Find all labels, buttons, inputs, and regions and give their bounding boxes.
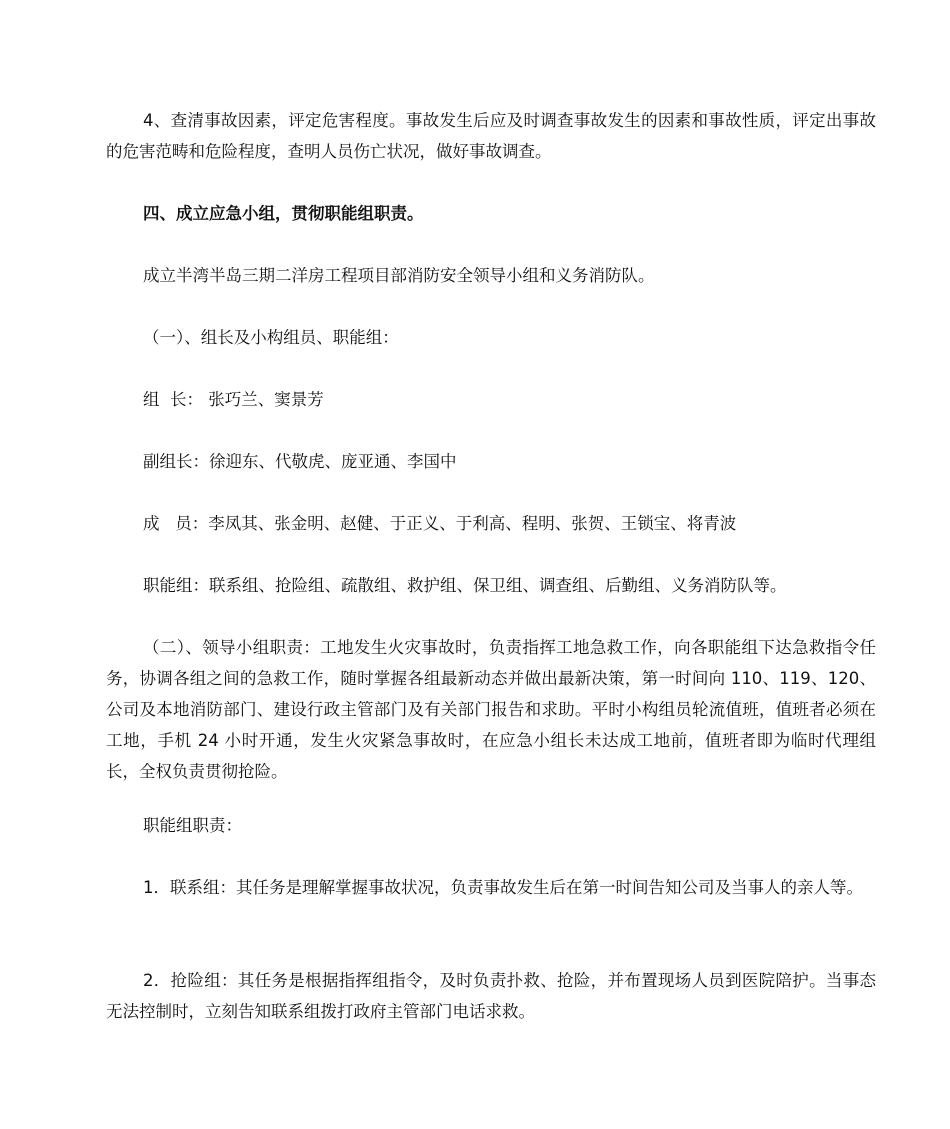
subheading-functional-duties: 职能组职责： xyxy=(143,816,242,835)
paragraph-leadership-duties: （二）、领导小组职责：工地发生火灾事故时，负责指挥工地急救工作，向各职能组下达急救指令任务，协调各组之间的急救工作，随时掌握各组最新动态并做出最新决策，第一时间向 110、119、120、公司及本地消防部门、建设行政主管部门及有关部门报告和求助。平时小构组员轮流值班，值班者必须在工地，手机 24 小时开通，发生火灾紧急事故时，在应急小组长未达成工地前，值班者即为临时代理组长，全权负责贯彻抢险。 xyxy=(106,638,876,781)
paragraph-accident-investigation: 4、查清事故因素，评定危害程度。事故发生后应及时调查事故发生的因素和事故性质，评定出事故的危害范畴和危险程度，查明人员伤亡状况，做好事故调查。 xyxy=(106,111,876,161)
paragraph-establish-team: 成立半湾半岛三期二洋房工程项目部消防安全领导小组和义务消防队。 xyxy=(143,266,655,285)
paragraph-functional-groups: 职能组：联系组、抢险组、疏散组、救护组、保卫组、调查组、后勤组、义务消防队等。 xyxy=(143,576,787,595)
paragraph-group-leader: 组 长： 张巧兰、窦景芳 xyxy=(143,390,324,409)
paragraph-members: 成 员：李凤其、张金明、赵健、于正义、于利高、程明、张贺、王锁宝、将青波 xyxy=(143,514,737,533)
section-heading-emergency-group: 四、成立应急小组，贯彻职能组职责。 xyxy=(143,204,424,223)
paragraph-liaison-group: 1．联系组：其任务是理解掌握事故状况，负责事故发生后在第一时间告知公司及当事人的亲人等。 xyxy=(143,878,863,897)
paragraph-deputy-leaders: 副组长：徐迎东、代敬虎、庞亚通、李国中 xyxy=(143,452,457,471)
paragraph-rescue-group: 2．抢险组：其任务是根据指挥组指令，及时负责扑救、抢险，并布置现场人员到医院陪护。当事态无法控制时，立刻告知联系组拨打政府主管部门电话求救。 xyxy=(106,971,876,1021)
subheading-group-members: （一）、组长及小构组员、职能组： xyxy=(143,328,399,347)
